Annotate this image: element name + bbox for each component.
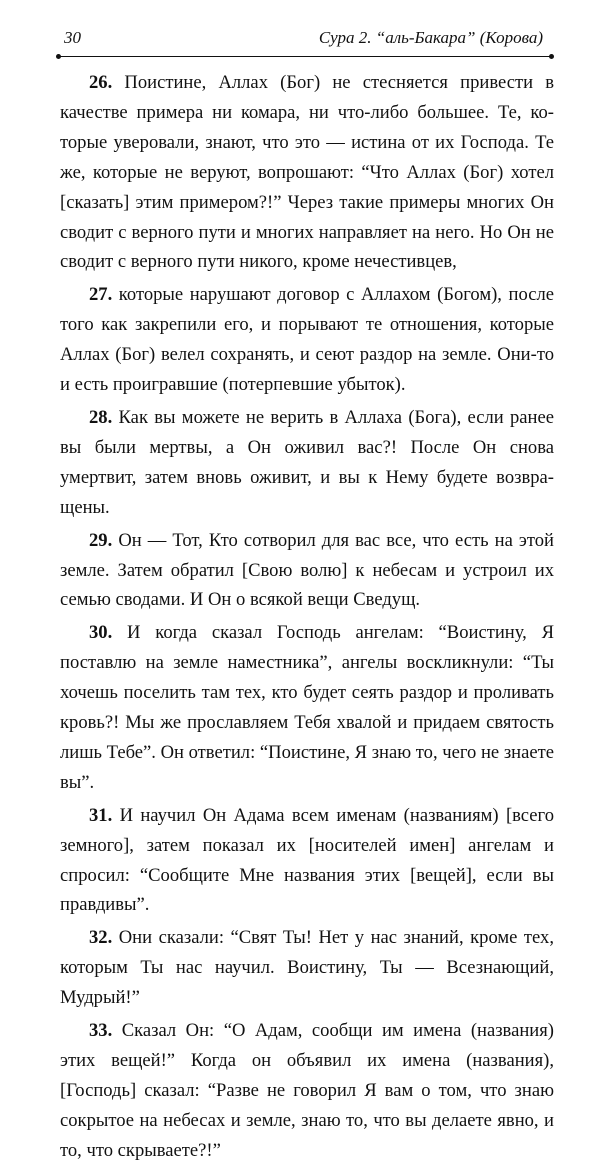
verse-text: Поистине, Аллах (Бог) не стесняется привести в качестве примера ни комара, ни что-либо большее. Те, которые уверовали, знают, что это — истина от их Господа. Те же, которые не веруют, вопрошают: “Что Аллах (Бог) хотел [сказать] этим примером?!” Через такие примеры многих Он сводит с верного пути и многих направляет на него. Но Он не сводит с верного пути никого, кроме нечестивцев, [60, 72, 554, 273]
verse-26 [60, 68, 554, 277]
verse-text: Как вы можете не верить в Аллаха (Бога), если ранее вы были мертвы, а Он оживил вас?! После Он снова умертвит, затем вновь оживит, и вы к Нему будете возвращены. [60, 406, 554, 518]
verse-text: Он — Тот, Кто сотворил для вас все, что есть на этой земле. Затем обратил [Свою волю] к небесам и устроил их семью сводами. И Он о всякой вещи Сведущ. [60, 529, 554, 611]
verse-31 [60, 801, 554, 921]
verse-number: 26. [89, 72, 113, 93]
verse-33 [60, 1016, 554, 1166]
page-number: 30 [64, 28, 81, 47]
rule-end-dot [56, 54, 61, 59]
verse-number: 31. [89, 804, 113, 826]
header-rule [58, 56, 552, 57]
verse-number: 27. [89, 284, 113, 306]
verse-text: Сказал Он: “О Адам, сообщи им имена (названия) этих вещей!” Когда он объявил их имена (названия), [Господь] сказал: “Разве не говорил Я вам о том, что знаю сокрытое на небесах и земле, знаю то, что вы делаете явно, и то, что скрываете?!” [60, 1020, 554, 1161]
verse-27 [60, 280, 554, 400]
running-title: Сура 2. “аль-Бакара” (Корова) [318, 28, 543, 47]
verse-text: которые нарушают договор с Аллахом (Богом), после того как закрепили его, и порывают те отношения, которые Аллах (Бог) велел сохранять, и сеют раздор на земле. Они-то и есть проигравшие (потерпевшие убыток). [60, 284, 554, 396]
page-body [60, 68, 554, 1169]
verse-text: И научил Он Адама всем именам (названиям) [всего земного], затем показал их [носителей имен] ангелам и спросил: “Сообщите Мне названия этих [вещей], если вы правдивы”. [60, 804, 554, 916]
verse-number: 33. [89, 1020, 113, 1042]
verse-number: 32. [89, 927, 113, 949]
verse-30 [60, 618, 554, 797]
verse-number: 28. [89, 406, 113, 428]
verse-number: 30. [89, 622, 113, 644]
verse-29 [60, 526, 554, 616]
page-header [60, 28, 545, 54]
verse-text: И когда сказал Господь ангелам: “Воистину, Я поставлю на земле наместника”, ангелы воскликнули: “Ты хочешь поселить там тех, кто будет сеять раздор и проливать кровь?! Мы же прославляем Тебя хвалой и придаем святость лишь Тебе”. Он ответил: “Поистине, Я знаю то, чего не знаете вы”. [60, 622, 555, 793]
verse-text: Они сказали: “Свят Ты! Нет у нас знаний, кроме тех, которым Ты нас научил. Воистину, Ты — Всезнающий, Мудрый!” [60, 927, 554, 1009]
verse-28 [60, 403, 554, 523]
rule-end-dot [549, 54, 554, 59]
verse-number: 29. [89, 529, 113, 551]
